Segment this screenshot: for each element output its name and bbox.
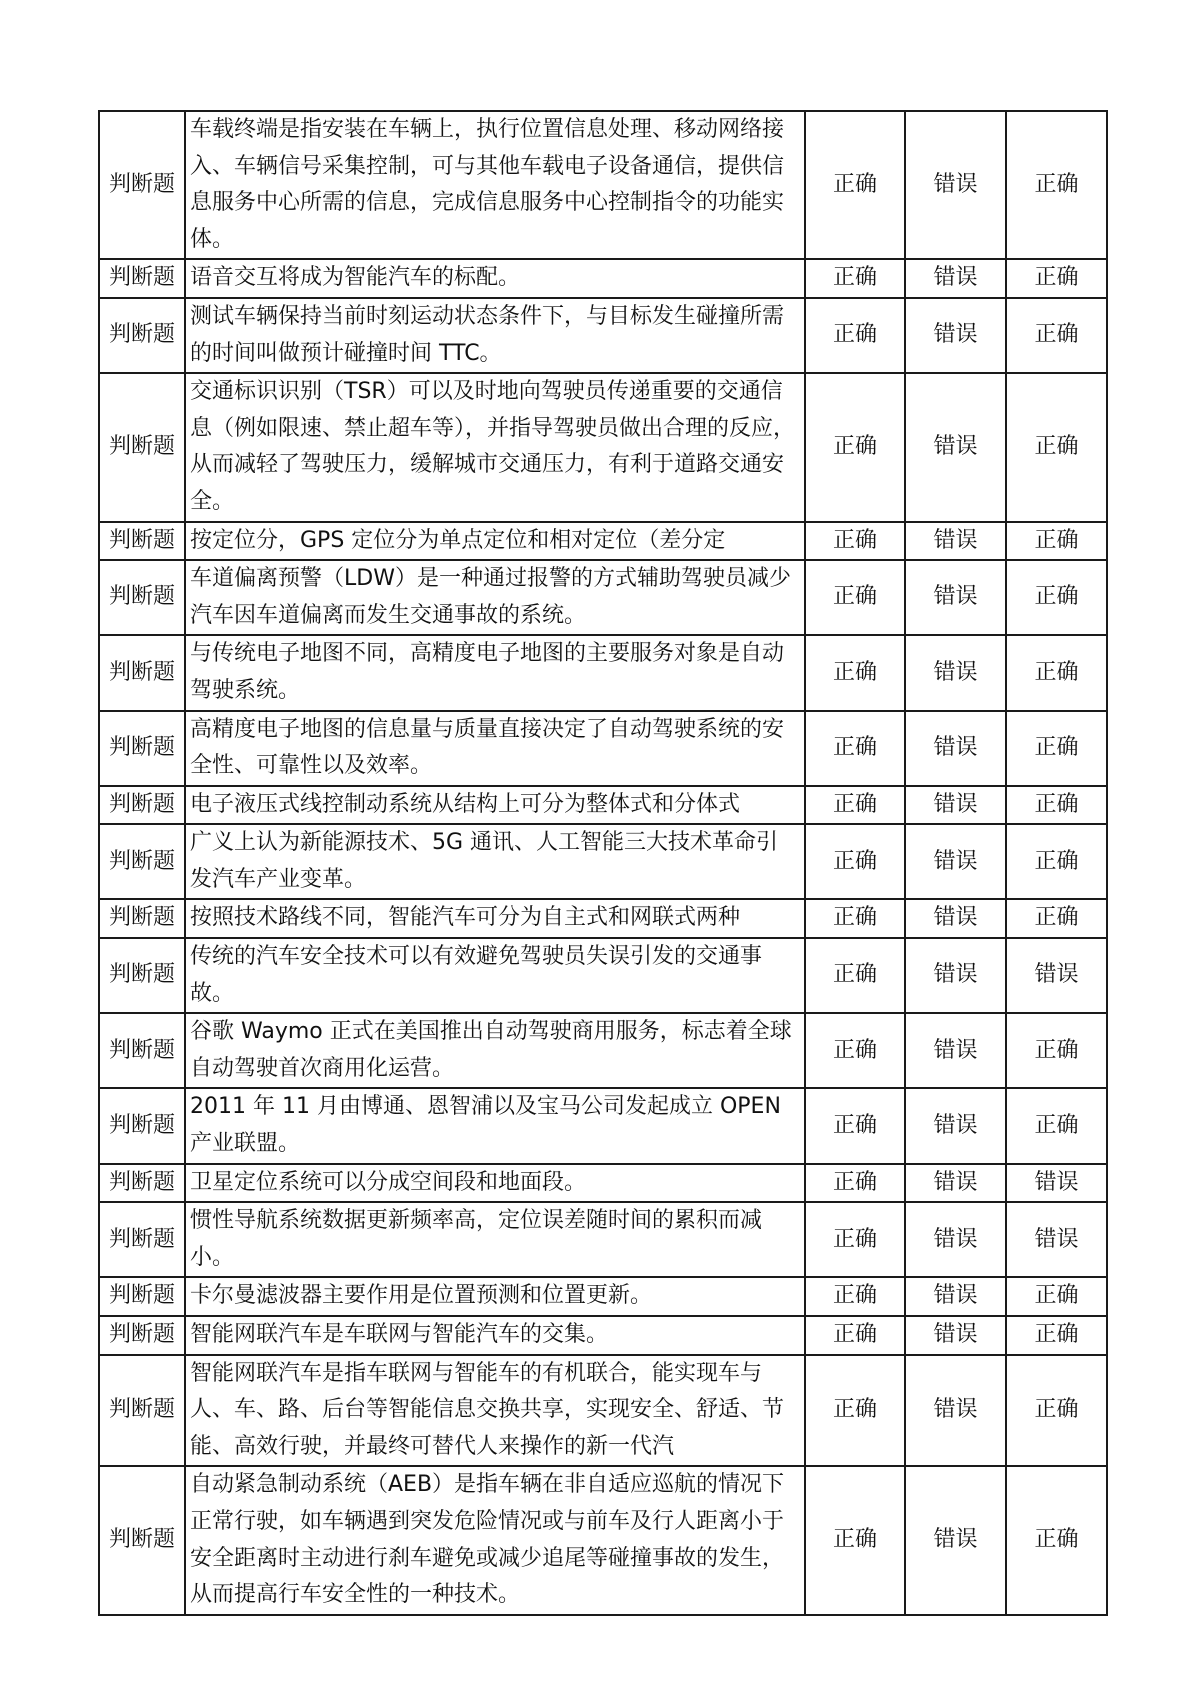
question-type-cell: 判断题 <box>99 1164 185 1203</box>
question-row <box>99 1164 1107 1203</box>
question-type-cell: 判断题 <box>99 786 185 825</box>
option-wrong-cell: 错误 <box>905 1316 1006 1355</box>
option-wrong-cell: 错误 <box>905 298 1006 373</box>
answer-cell: 正确 <box>1006 259 1107 298</box>
answer-cell: 正确 <box>1006 298 1107 373</box>
question-row <box>99 111 1107 259</box>
answer-cell: 正确 <box>1006 1277 1107 1316</box>
option-correct-cell: 正确 <box>805 1013 905 1088</box>
question-content-cell: 惯性导航系统数据更新频率高，定位误差随时间的累积而减小。 <box>185 1202 805 1277</box>
question-type-cell: 判断题 <box>99 635 185 710</box>
question-row <box>99 1088 1107 1163</box>
option-correct-cell: 正确 <box>805 1202 905 1277</box>
answer-cell: 正确 <box>1006 899 1107 938</box>
option-correct-cell: 正确 <box>805 1355 905 1467</box>
question-row <box>99 1202 1107 1277</box>
question-type-cell: 判断题 <box>99 938 185 1013</box>
option-correct-cell: 正确 <box>805 259 905 298</box>
option-wrong-cell: 错误 <box>905 1355 1006 1467</box>
question-content-cell: 按定位分，GPS 定位分为单点定位和相对定位（差分定 <box>185 522 805 561</box>
option-wrong-cell: 错误 <box>905 111 1006 259</box>
option-wrong-cell: 错误 <box>905 1466 1006 1614</box>
question-type-cell: 判断题 <box>99 298 185 373</box>
question-content-cell: 卫星定位系统可以分成空间段和地面段。 <box>185 1164 805 1203</box>
question-content-cell: 与传统电子地图不同，高精度电子地图的主要服务对象是自动驾驶系统。 <box>185 635 805 710</box>
option-wrong-cell: 错误 <box>905 373 1006 521</box>
option-correct-cell: 正确 <box>805 1277 905 1316</box>
option-correct-cell: 正确 <box>805 786 905 825</box>
question-content-cell: 交通标识识别（TSR）可以及时地向驾驶员传递重要的交通信息（例如限速、禁止超车等），并指导驾驶员做出合理的反应，从而减轻了驾驶压力，缓解城市交通压力，有利于道路交通安全。 <box>185 373 805 521</box>
question-row <box>99 824 1107 899</box>
question-content-cell: 按照技术路线不同，智能汽车可分为自主式和网联式两种 <box>185 899 805 938</box>
question-type-cell: 判断题 <box>99 1355 185 1467</box>
question-type-cell: 判断题 <box>99 1088 185 1163</box>
answer-cell: 正确 <box>1006 1355 1107 1467</box>
question-type-cell: 判断题 <box>99 522 185 561</box>
answer-cell: 正确 <box>1006 1316 1107 1355</box>
question-content-cell: 智能网联汽车是指车联网与智能车的有机联合，能实现车与人、车、路、后台等智能信息交换共享，实现安全、舒适、节能、高效行驶，并最终可替代人来操作的新一代汽 <box>185 1355 805 1467</box>
option-wrong-cell: 错误 <box>905 560 1006 635</box>
option-wrong-cell: 错误 <box>905 824 1006 899</box>
question-content-cell: 自动紧急制动系统（AEB）是指车辆在非自适应巡航的情况下正常行驶，如车辆遇到突发危险情况或与前车及行人距离小于安全距离时主动进行刹车避免或减少追尾等碰撞事故的发生，从而提高行车安全性的一种技术。 <box>185 1466 805 1614</box>
answer-cell: 正确 <box>1006 111 1107 259</box>
question-row <box>99 938 1107 1013</box>
question-type-cell: 判断题 <box>99 711 185 786</box>
question-content-cell: 谷歌 Waymo 正式在美国推出自动驾驶商用服务，标志着全球自动驾驶首次商用化运营。 <box>185 1013 805 1088</box>
question-table <box>98 110 1108 1616</box>
option-wrong-cell: 错误 <box>905 635 1006 710</box>
question-type-cell: 判断题 <box>99 1013 185 1088</box>
option-wrong-cell: 错误 <box>905 1164 1006 1203</box>
question-content-cell: 车道偏离预警（LDW）是一种通过报警的方式辅助驾驶员减少汽车因车道偏离而发生交通事故的系统。 <box>185 560 805 635</box>
option-correct-cell: 正确 <box>805 711 905 786</box>
answer-cell: 正确 <box>1006 1013 1107 1088</box>
option-wrong-cell: 错误 <box>905 259 1006 298</box>
option-correct-cell: 正确 <box>805 938 905 1013</box>
question-row <box>99 786 1107 825</box>
question-row <box>99 259 1107 298</box>
option-correct-cell: 正确 <box>805 1466 905 1614</box>
question-row <box>99 1013 1107 1088</box>
question-content-cell: 广义上认为新能源技术、5G 通讯、人工智能三大技术革命引发汽车产业变革。 <box>185 824 805 899</box>
question-row <box>99 635 1107 710</box>
option-wrong-cell: 错误 <box>905 899 1006 938</box>
question-row <box>99 899 1107 938</box>
question-content-cell: 高精度电子地图的信息量与质量直接决定了自动驾驶系统的安全性、可靠性以及效率。 <box>185 711 805 786</box>
question-type-cell: 判断题 <box>99 259 185 298</box>
answer-cell: 正确 <box>1006 522 1107 561</box>
option-wrong-cell: 错误 <box>905 786 1006 825</box>
option-wrong-cell: 错误 <box>905 1202 1006 1277</box>
question-row <box>99 1316 1107 1355</box>
question-type-cell: 判断题 <box>99 373 185 521</box>
question-type-cell: 判断题 <box>99 1466 185 1614</box>
option-correct-cell: 正确 <box>805 1316 905 1355</box>
option-correct-cell: 正确 <box>805 1088 905 1163</box>
answer-cell: 正确 <box>1006 1088 1107 1163</box>
question-row <box>99 560 1107 635</box>
option-wrong-cell: 错误 <box>905 938 1006 1013</box>
question-type-cell: 判断题 <box>99 1316 185 1355</box>
answer-cell: 正确 <box>1006 560 1107 635</box>
option-correct-cell: 正确 <box>805 522 905 561</box>
question-content-cell: 卡尔曼滤波器主要作用是位置预测和位置更新。 <box>185 1277 805 1316</box>
question-content-cell: 电子液压式线控制动系统从结构上可分为整体式和分体式 <box>185 786 805 825</box>
answer-cell: 错误 <box>1006 1164 1107 1203</box>
question-content-cell: 智能网联汽车是车联网与智能汽车的交集。 <box>185 1316 805 1355</box>
option-wrong-cell: 错误 <box>905 1277 1006 1316</box>
question-type-cell: 判断题 <box>99 1202 185 1277</box>
answer-cell: 正确 <box>1006 786 1107 825</box>
question-row <box>99 373 1107 521</box>
question-content-cell: 语音交互将成为智能汽车的标配。 <box>185 259 805 298</box>
question-content-cell: 2011 年 11 月由博通、恩智浦以及宝马公司发起成立 OPEN 产业联盟。 <box>185 1088 805 1163</box>
answer-cell: 正确 <box>1006 711 1107 786</box>
option-correct-cell: 正确 <box>805 635 905 710</box>
answer-cell: 错误 <box>1006 1202 1107 1277</box>
option-correct-cell: 正确 <box>805 560 905 635</box>
option-wrong-cell: 错误 <box>905 1088 1006 1163</box>
option-wrong-cell: 错误 <box>905 1013 1006 1088</box>
answer-cell: 正确 <box>1006 373 1107 521</box>
option-correct-cell: 正确 <box>805 899 905 938</box>
option-wrong-cell: 错误 <box>905 711 1006 786</box>
option-correct-cell: 正确 <box>805 373 905 521</box>
question-type-cell: 判断题 <box>99 111 185 259</box>
question-row <box>99 1466 1107 1614</box>
question-row <box>99 522 1107 561</box>
option-correct-cell: 正确 <box>805 298 905 373</box>
question-content-cell: 车载终端是指安装在车辆上，执行位置信息处理、移动网络接入、车辆信号采集控制，可与其他车载电子设备通信，提供信息服务中心所需的信息，完成信息服务中心控制指令的功能实体。 <box>185 111 805 259</box>
option-correct-cell: 正确 <box>805 824 905 899</box>
question-type-cell: 判断题 <box>99 824 185 899</box>
option-wrong-cell: 错误 <box>905 522 1006 561</box>
option-correct-cell: 正确 <box>805 1164 905 1203</box>
answer-cell: 正确 <box>1006 635 1107 710</box>
answer-cell: 正确 <box>1006 1466 1107 1614</box>
question-type-cell: 判断题 <box>99 899 185 938</box>
question-row <box>99 1355 1107 1467</box>
question-rows <box>99 111 1107 1615</box>
answer-cell: 错误 <box>1006 938 1107 1013</box>
question-type-cell: 判断题 <box>99 1277 185 1316</box>
option-correct-cell: 正确 <box>805 111 905 259</box>
question-content-cell: 测试车辆保持当前时刻运动状态条件下，与目标发生碰撞所需的时间叫做预计碰撞时间 TTC。 <box>185 298 805 373</box>
question-row <box>99 298 1107 373</box>
question-row <box>99 711 1107 786</box>
question-row <box>99 1277 1107 1316</box>
question-type-cell: 判断题 <box>99 560 185 635</box>
answer-cell: 正确 <box>1006 824 1107 899</box>
question-content-cell: 传统的汽车安全技术可以有效避免驾驶员失误引发的交通事故。 <box>185 938 805 1013</box>
